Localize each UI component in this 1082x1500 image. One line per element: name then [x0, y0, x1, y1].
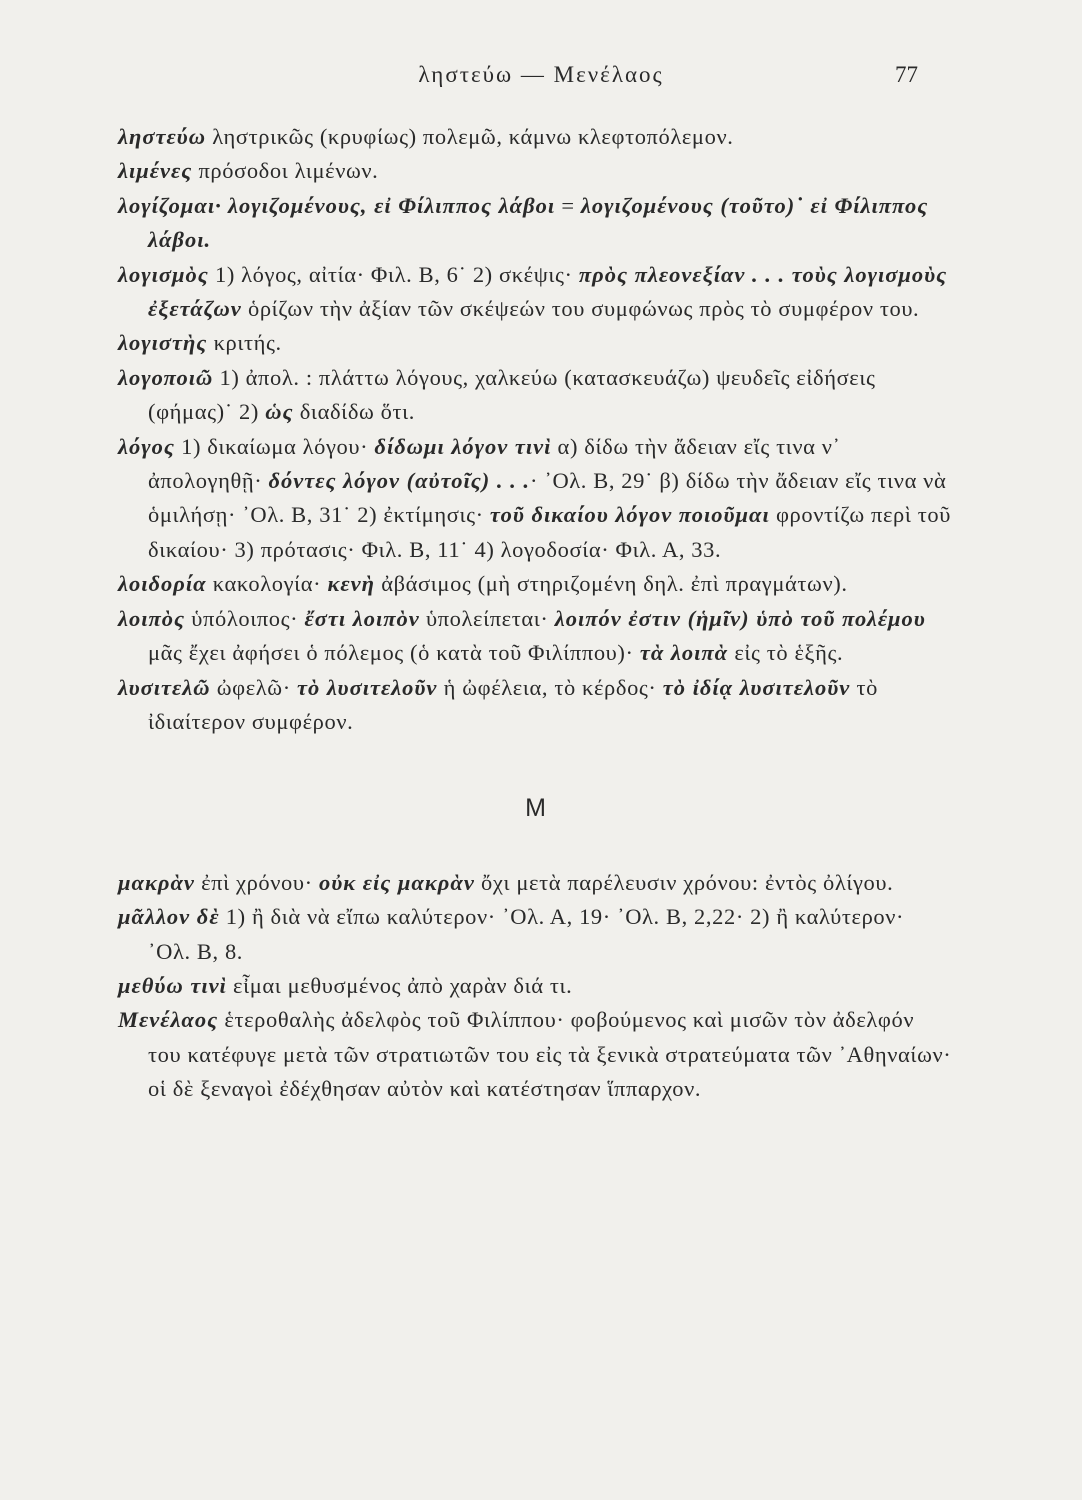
entry-text: ὑπολείπεται· — [419, 605, 555, 631]
entry-phrase: ὡς — [265, 399, 294, 425]
entry-phrase: λογιζομένους (τοῦτο)˙ εἰ Φίλιππος λάβοι. — [148, 192, 929, 253]
dictionary-entry — [118, 567, 953, 601]
entry-text: ληστρικῶς (κρυφίως) πολεμῶ, κάμνω κλεφτοπόλεμον. — [205, 124, 734, 149]
entry-text: ὄχι μετὰ παρέλευσιν χρόνου: ἐντὸς ὀλίγου. — [474, 869, 894, 895]
entry-lemma: μεθύω τινὶ — [118, 972, 227, 998]
section-letter-heading: Μ — [525, 794, 546, 823]
entry-phrase: τὸ λυσιτελοῦν — [297, 674, 438, 700]
entry-text: κακολογία· — [206, 571, 328, 597]
entry-phrase: δίδωμι λόγον τινὶ — [374, 433, 552, 459]
entry-text: = — [555, 192, 581, 218]
dictionary-entry — [118, 326, 953, 360]
entry-text: κριτής. — [207, 330, 282, 356]
dictionary-entry — [118, 430, 953, 568]
entry-lemma: λογοποιῶ — [118, 364, 214, 390]
entry-text: · ᾿Ολ. Β, 29˙ β) δίδω τὴν ἄδειαν εἴς τινα νὰ ὁμιλήσῃ· ᾿Ολ. Β, 31˙ 2) ἐκτίμησις· — [148, 468, 947, 528]
entry-phrase: λοιπόν ἐστιν (ἡμῖν) ὑπὸ τοῦ πολέμου — [554, 605, 926, 631]
dictionary-entry — [118, 900, 953, 969]
entry-text: 1) λόγος, αἰτία· Φιλ. Β, 6˙ 2) σκέψις· — [208, 261, 579, 287]
entry-text: μᾶς ἔχει ἀφήσει ὁ πόλεμος (ὁ κατὰ τοῦ Φιλίππου)· — [148, 640, 640, 666]
entry-lemma: λογίζομαι· — [118, 192, 222, 218]
dictionary-entry — [118, 189, 953, 258]
entry-text: διαδίδω ὅτι. — [293, 399, 416, 425]
entry-text: 1) ἢ διὰ νὰ εἴπω καλύτερον· ᾿Ολ. Α, 19· ᾿Ολ. Β, 2,22· 2) ἢ καλύτερον· ᾿Ολ. Β, 8. — [148, 904, 905, 964]
entry-text: ὁρίζων τὴν ἀξίαν τῶν σκέψεών του συμφώνως πρὸς τὸ συμφέρον του. — [241, 296, 920, 322]
entry-lemma: λυσιτελῶ — [118, 674, 211, 700]
entry-text: ἐπὶ χρόνου· — [194, 869, 319, 895]
entry-text: 1) ἀπολ. : πλάττω λόγους, χαλκεύω (κατασκευάζω) ψευδεῖς εἰδήσεις (φήμας)˙ 2) — [148, 364, 876, 425]
entry-phrase: τοῦ δικαίου λόγον ποιοῦμαι — [489, 502, 770, 528]
entry-text: ἀβάσιμος (μὴ στηριζομένη δηλ. ἐπὶ πραγμάτων). — [374, 571, 848, 597]
entry-phrase: δόντες λόγον (αὐτοῖς) . . . — [268, 468, 531, 494]
entry-lemma: μᾶλλον δὲ — [118, 904, 220, 930]
dictionary-entry — [118, 602, 953, 671]
entry-phrase: τὰ λοιπὰ — [639, 640, 729, 666]
entry-text: ὠφελῶ· — [210, 674, 298, 700]
page-number: 77 — [895, 62, 918, 87]
entry-phrase: τὸ ἰδίᾳ λυσιτελοῦν — [662, 674, 851, 700]
entry-lemma: λοιδορία — [118, 571, 207, 597]
entry-text: πρόσοδοι λιμένων. — [192, 158, 379, 184]
entry-phrase: λογιζομένους, εἰ Φίλιππος λάβοι — [227, 192, 556, 218]
dictionary-entry — [118, 671, 953, 740]
entry-lemma: λογιστὴς — [118, 330, 208, 356]
entry-lemma: Μενέλαος — [118, 1007, 219, 1033]
entry-phrase: κενὴ — [327, 571, 375, 597]
entry-lemma: λόγος — [118, 433, 175, 459]
dictionary-entry — [118, 258, 953, 327]
entry-text: εἶμαι μεθυσμένος ἀπὸ χαρὰν διά τι. — [226, 972, 573, 998]
dictionary-entry — [118, 866, 953, 900]
dictionary-entry — [118, 120, 953, 154]
running-head: ληστεύω — Μενέλαος — [418, 62, 664, 87]
dictionary-entry — [118, 154, 953, 188]
entry-text: τὸ ἰδιαίτερον συμφέρον. — [148, 674, 878, 734]
entry-lemma: λογισμὸς — [118, 261, 209, 287]
entry-text: φροντίζω περὶ τοῦ δικαίου· 3) πρότασις· Φιλ. Β, 11˙ 4) λογοδοσία· Φιλ. Α, 33. — [148, 502, 951, 562]
entry-phrase: οὐκ εἰς μακρὰν — [318, 869, 475, 895]
dictionary-entry — [118, 1003, 953, 1106]
entry-text: εἰς τὸ ἑξῆς. — [728, 640, 844, 666]
dictionary-entry — [118, 361, 953, 430]
entry-phrase: ἔστι λοιπὸν — [304, 605, 420, 631]
dictionary-entry — [118, 969, 953, 1003]
entry-text: 1) δικαίωμα λόγου· — [174, 433, 375, 459]
entry-text: ὑπόλοιπος· — [185, 605, 305, 631]
entry-lemma: λοιπὸς — [118, 605, 186, 631]
entry-lemma: λιμένες — [118, 158, 193, 184]
entry-text: ἑτεροθαλὴς ἀδελφὸς τοῦ Φιλίππου· φοβούμενος καὶ μισῶν τὸν ἀδελφόν του κατέφυγε μετὰ τῶν στρατιωτῶν του εἰς τὰ ξενικὰ στρατεύματα τῶν ᾿Αθηναίων· οἱ δὲ ξεναγοὶ ἐδέχθησαν αὐτὸν καὶ κατέστησαν ἵππαρχον. — [148, 1007, 952, 1102]
entry-text: ἡ ὠφέλεια, τὸ κέρδος· — [437, 674, 663, 700]
entry-text: α) δίδω τὴν ἄδειαν εἴς τινα ν᾿ ἀπολογηθῇ· — [148, 433, 841, 494]
entry-lemma: ληστεύω — [118, 124, 206, 149]
entry-lemma: μακρὰν — [118, 869, 195, 895]
entry-phrase: πρὸς πλεονεξίαν . . . τοὺς λογισμοὺς ἐξετάζων — [148, 261, 948, 322]
page-body — [118, 120, 953, 1107]
